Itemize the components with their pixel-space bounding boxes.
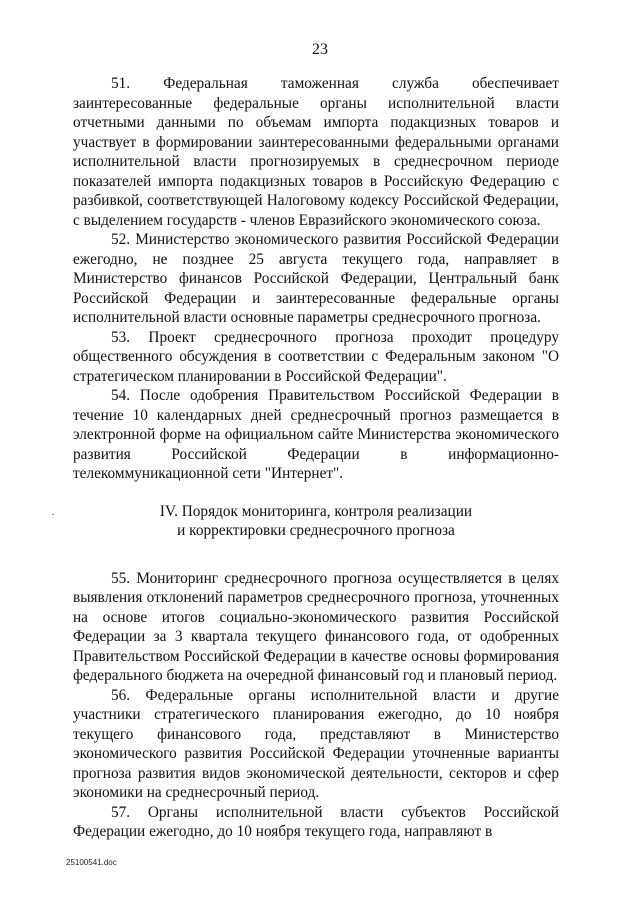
- section-heading: [73, 502, 559, 541]
- scan-speck: [52, 514, 54, 515]
- footer-filename: 25100541.doc: [66, 858, 117, 867]
- page-number: 23: [312, 41, 328, 58]
- section-heading-line-2: и корректировки среднесрочного прогноза: [177, 522, 455, 539]
- paragraph-56: 56. Федеральные органы исполнительной власти и другие участники стратегического планирования ежегодно, до 10 ноября текущего финансового года, представляют в Министерство экономического развития Российской Федерации уточненные варианты прогноза развития видов экономической деятельности, секторов и сфер экономики на среднесрочный период.: [73, 686, 559, 801]
- section-heading-line-1: IV. Порядок мониторинга, контроля реализации: [159, 502, 473, 520]
- paragraph-51: 51. Федеральная таможенная служба обеспечивает заинтересованные федеральные органы исполнительной власти отчетными данными по объемам импорта подакцизных товаров и участвует в формировании заинтересованными федеральными органами исполнительной власти прогнозируемых в среднесрочном периоде показателей импорта подакцизных товаров в Российскую Федерацию с разбивкой, соответствующей Налоговому кодексу Российской Федерации, с выделением государств - членов Евразийского экономического союза.: [73, 75, 559, 229]
- paragraph-52: 52. Министерство экономического развития Российской Федерации ежегодно, не позднее 25 августа текущего года, направляет в Министерство финансов Российской Федерации, Центральный банк Российской Федерации и заинтересованные федеральные органы исполнительной власти основные параметры среднесрочного прогноза.: [73, 231, 559, 326]
- document-body: [73, 74, 559, 842]
- paragraph-53: 53. Проект среднесрочного прогноза проходит процедуру общественного обсуждения в соответствии с Федеральным законом "О стратегическом планировании в Российской Федерации".: [73, 328, 559, 385]
- paragraph-55: 55. Мониторинг среднесрочного прогноза осуществляется в целях выявления отклонений параметров среднесрочного прогноза, уточненных на основе итогов социально-экономического развития Российской Федерации за 3 квартала текущего финансового года, от одобренных Правительством Российской Федерации в качестве основы формирования федерального бюджета на очередной финансовый год и плановый период.: [73, 569, 559, 684]
- paragraph-57: 57. Органы исполнительной власти субъектов Российской Федерации ежегодно, до 10 ноября текущего года, направляют в: [73, 803, 559, 840]
- paragraph-54: 54. После одобрения Правительством Российской Федерации в течение 10 календарных дней среднесрочный прогноз размещается в электронной форме на официальном сайте Министерства экономического развития Российской Федерации в информационно-телекоммуникационной сети "Интернет".: [73, 387, 559, 482]
